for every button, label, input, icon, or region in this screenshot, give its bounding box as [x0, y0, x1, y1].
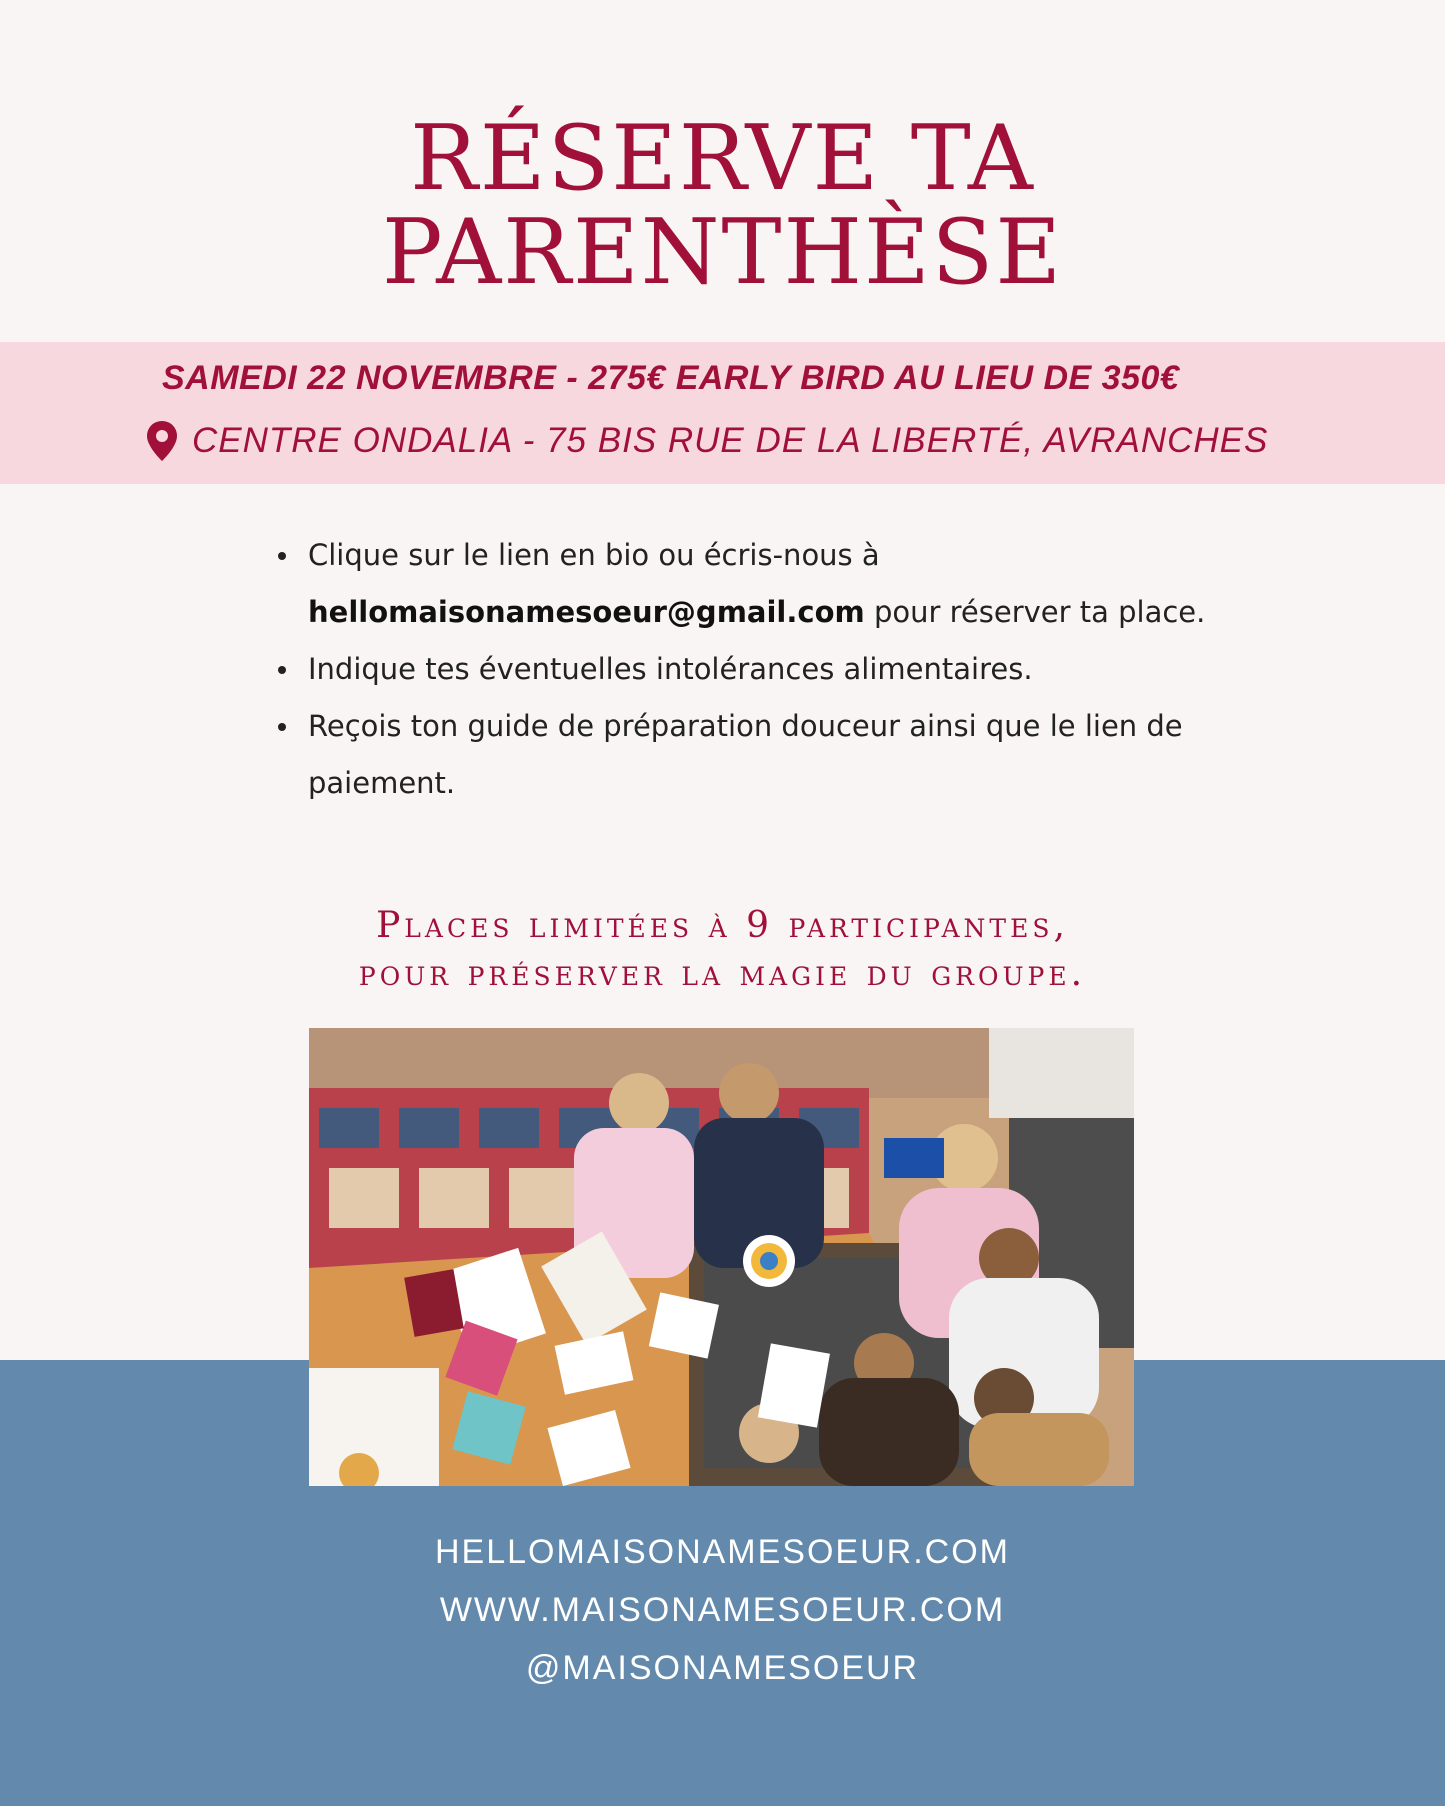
list-item — [272, 641, 1212, 698]
step-1-text-after: pour réserver ta place. — [873, 595, 1206, 629]
map-pin-icon — [144, 419, 180, 463]
workshop-photo — [309, 1028, 1134, 1486]
event-date-price: SAMEDI 22 NOVEMBRE - 275€ EARLY BIRD AU LIEU DE 350€ — [162, 359, 1180, 397]
list-item — [272, 527, 1212, 641]
location-text: CENTRE ONDALIA - 75 BIS RUE DE LA LIBERTÉ, AVRANCHES — [192, 421, 1269, 460]
booking-steps — [272, 527, 1212, 812]
footer-email[interactable]: HELLOMAISONAMESOEUR.COM — [435, 1533, 1010, 1571]
step-1-text: Clique sur le lien en bio ou écris-nous à — [308, 538, 880, 572]
title-line-1: RÉSERVE TA — [410, 106, 1035, 211]
list-item — [272, 698, 1212, 812]
footer-website[interactable]: WWW.MAISONAMESOEUR.COM — [439, 1591, 1006, 1629]
contact-footer — [0, 1523, 1445, 1697]
workshop-photo-illustration — [309, 1028, 1134, 1486]
page-title — [0, 106, 1445, 305]
places-limit-note — [0, 902, 1445, 998]
event-location — [144, 419, 1404, 463]
email-link[interactable]: hellomaisonamesoeur@gmail.com — [308, 595, 865, 629]
step-3-text: Reçois ton guide de préparation douceur ainsi que le lien de paiement. — [308, 709, 1183, 800]
title-line-2: PARENTHÈSE — [381, 200, 1064, 305]
footer-handle[interactable]: @MAISONAMESOEUR — [525, 1649, 920, 1687]
limit-line-1: Places limitées à 9 participantes, — [376, 905, 1069, 946]
step-2-text: Indique tes éventuelles intolérances alimentaires. — [308, 652, 1033, 686]
limit-line-2: pour préserver la magie du groupe. — [358, 953, 1087, 994]
